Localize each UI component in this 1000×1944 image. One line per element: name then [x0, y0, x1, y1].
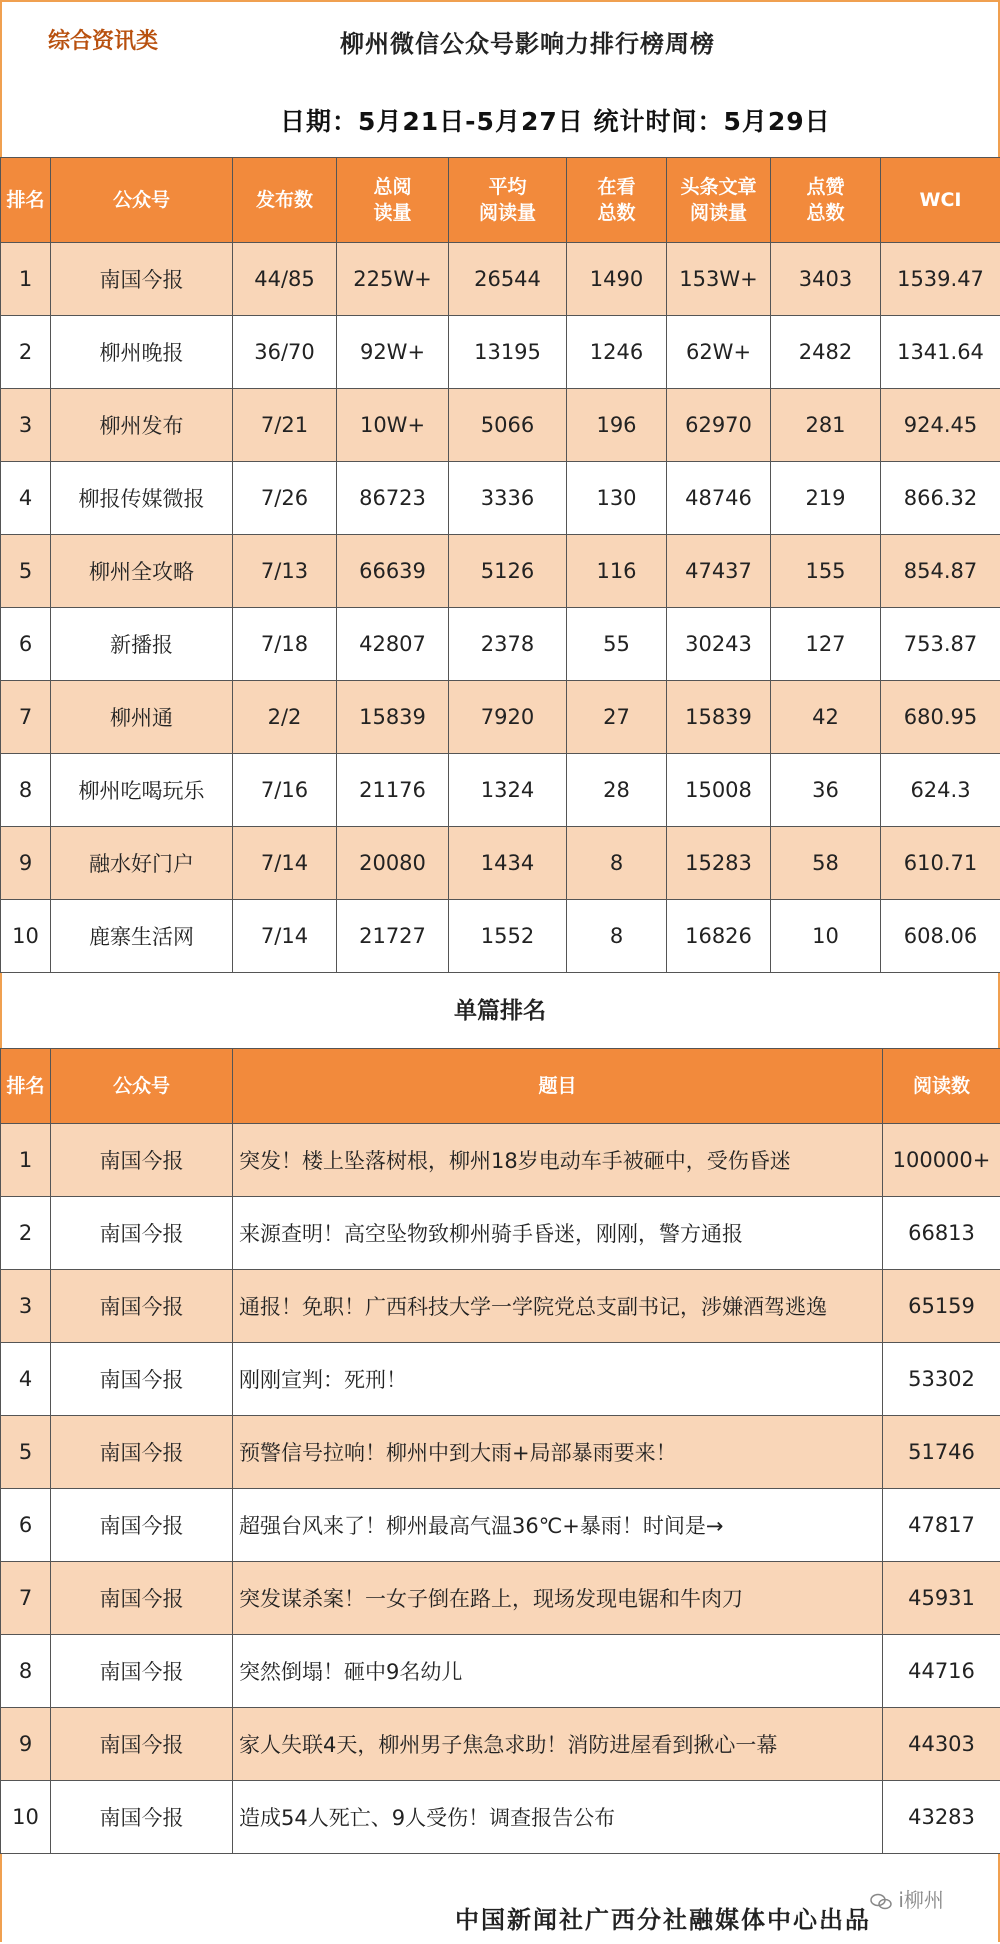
table-cell: 854.87 — [881, 535, 1000, 608]
table-cell: 7/13 — [233, 535, 337, 608]
table-cell: 62W+ — [667, 316, 771, 389]
table-cell: 1490 — [567, 243, 667, 316]
category-label: 综合资讯类 — [48, 29, 159, 54]
table-cell: 南国今报 — [51, 1270, 233, 1343]
table-cell: 鹿寨生活网 — [51, 900, 233, 973]
table-row — [1, 1708, 1000, 1781]
column-header: 排名 — [1, 1049, 51, 1124]
table-cell: 47817 — [883, 1489, 1000, 1562]
wechat-icon — [870, 1893, 892, 1911]
table-cell: 超强台风来了！柳州最高气温36℃+暴雨！时间是→ — [233, 1489, 883, 1562]
table-cell: 1539.47 — [881, 243, 1000, 316]
table-cell: 突发！楼上坠落树根，柳州18岁电动车手被砸中，受伤昏迷 — [233, 1124, 883, 1197]
table-cell: 30243 — [667, 608, 771, 681]
table-cell: 866.32 — [881, 462, 1000, 535]
column-header: 阅读数 — [883, 1049, 1000, 1124]
table-cell: 预警信号拉响！柳州中到大雨+局部暴雨要来！ — [233, 1416, 883, 1489]
table-cell: 南国今报 — [51, 1197, 233, 1270]
column-header: 发布数 — [233, 158, 337, 243]
table-cell: 15283 — [667, 827, 771, 900]
table-cell: 7/14 — [233, 827, 337, 900]
table-cell: 柳州全攻略 — [51, 535, 233, 608]
table-row — [1, 389, 1000, 462]
table-cell: 66813 — [883, 1197, 1000, 1270]
table-cell: 15839 — [337, 681, 449, 754]
table-header-row — [1, 158, 1000, 243]
table-cell: 刚刚宣判：死刑！ — [233, 1343, 883, 1416]
table-cell: 8 — [567, 900, 667, 973]
table-row — [1, 1781, 1000, 1854]
table-cell: 融水好门户 — [51, 827, 233, 900]
table-cell: 116 — [567, 535, 667, 608]
table-cell: 8 — [1, 1635, 51, 1708]
table-cell: 44303 — [883, 1708, 1000, 1781]
article-ranking-table — [0, 1048, 1000, 1854]
table-cell: 610.71 — [881, 827, 1000, 900]
table-cell: 15008 — [667, 754, 771, 827]
table-cell: 突发谋杀案！一女子倒在路上，现场发现电锯和牛肉刀 — [233, 1562, 883, 1635]
table-cell: 4 — [1, 462, 51, 535]
table-row — [1, 1343, 1000, 1416]
table-cell: 1246 — [567, 316, 667, 389]
table-cell: 55 — [567, 608, 667, 681]
table-cell: 21176 — [337, 754, 449, 827]
table-cell: 100000+ — [883, 1124, 1000, 1197]
table-cell: 65159 — [883, 1270, 1000, 1343]
table-cell: 3403 — [771, 243, 881, 316]
table-row — [1, 1270, 1000, 1343]
table-cell: 柳州吃喝玩乐 — [51, 754, 233, 827]
column-header: 题目 — [233, 1049, 883, 1124]
table-cell: 南国今报 — [51, 1781, 233, 1854]
table-cell: 7/26 — [233, 462, 337, 535]
table-cell: 9 — [1, 1708, 51, 1781]
column-header: 公众号 — [51, 1049, 233, 1124]
table-row — [1, 827, 1000, 900]
date-subtitle: 日期：5月21日-5月27日 统计时间：5月29日 — [280, 107, 831, 136]
table-cell: 5126 — [449, 535, 567, 608]
table-row — [1, 1124, 1000, 1197]
table-cell: 8 — [567, 827, 667, 900]
table-cell: 20080 — [337, 827, 449, 900]
table-cell: 42 — [771, 681, 881, 754]
table-cell: 1434 — [449, 827, 567, 900]
table-cell: 10 — [1, 900, 51, 973]
table-cell: 7/14 — [233, 900, 337, 973]
table-cell: 5 — [1, 535, 51, 608]
table-cell: 15839 — [667, 681, 771, 754]
table-row — [1, 316, 1000, 389]
table-row — [1, 1197, 1000, 1270]
table-cell: 2 — [1, 1197, 51, 1270]
column-header: 公众号 — [51, 158, 233, 243]
table-cell: 突然倒塌！砸中9名幼儿 — [233, 1635, 883, 1708]
table-cell: 624.3 — [881, 754, 1000, 827]
table-row — [1, 535, 1000, 608]
table-cell: 16826 — [667, 900, 771, 973]
table-cell: 47437 — [667, 535, 771, 608]
table-cell: 48746 — [667, 462, 771, 535]
table-cell: 281 — [771, 389, 881, 462]
table-cell: 南国今报 — [51, 1635, 233, 1708]
table-cell: 1 — [1, 243, 51, 316]
table-cell: 26544 — [449, 243, 567, 316]
table-cell: 45931 — [883, 1562, 1000, 1635]
table-cell: 130 — [567, 462, 667, 535]
table-cell: 1552 — [449, 900, 567, 973]
table-cell: 柳州发布 — [51, 389, 233, 462]
table-cell: 新播报 — [51, 608, 233, 681]
table-cell: 2 — [1, 316, 51, 389]
table-row — [1, 608, 1000, 681]
table-cell: 家人失联4天，柳州男子焦急求助！消防进屋看到揪心一幕 — [233, 1708, 883, 1781]
table-cell: 36/70 — [233, 316, 337, 389]
table-row — [1, 1489, 1000, 1562]
table-cell: 155 — [771, 535, 881, 608]
page-title: 柳州微信公众号影响力排行榜周榜 — [340, 30, 715, 58]
table-cell: 753.87 — [881, 608, 1000, 681]
table-cell: 7 — [1, 1562, 51, 1635]
table-cell: 造成54人死亡、9人受伤！调查报告公布 — [233, 1781, 883, 1854]
table-cell: 225W+ — [337, 243, 449, 316]
table-cell: 10 — [1, 1781, 51, 1854]
table-cell: 7 — [1, 681, 51, 754]
table-cell: 通报！免职！广西科技大学一学院党总支副书记，涉嫌酒驾逃逸 — [233, 1270, 883, 1343]
table-cell: 3336 — [449, 462, 567, 535]
table-row — [1, 1635, 1000, 1708]
table-cell: 7/16 — [233, 754, 337, 827]
weekly-ranking-table — [0, 157, 1000, 973]
section-title: 单篇排名 — [454, 998, 546, 1024]
table-cell: 5066 — [449, 389, 567, 462]
table-cell: 柳州通 — [51, 681, 233, 754]
column-header: 在看 总数 — [567, 158, 667, 243]
table-row — [1, 243, 1000, 316]
table-cell: 53302 — [883, 1343, 1000, 1416]
table-cell: 2/2 — [233, 681, 337, 754]
table-cell: 7/18 — [233, 608, 337, 681]
table-cell: 南国今报 — [51, 1416, 233, 1489]
table-row — [1, 754, 1000, 827]
table-cell: 13195 — [449, 316, 567, 389]
table-cell: 153W+ — [667, 243, 771, 316]
table-cell: 南国今报 — [51, 1489, 233, 1562]
table-cell: 608.06 — [881, 900, 1000, 973]
table-header-row — [1, 1049, 1000, 1124]
column-header: WCI — [881, 158, 1000, 243]
table-row — [1, 900, 1000, 973]
table-cell: 6 — [1, 608, 51, 681]
table-row — [1, 1562, 1000, 1635]
table-cell: 柳报传媒微报 — [51, 462, 233, 535]
table-cell: 南国今报 — [51, 1343, 233, 1416]
table-cell: 58 — [771, 827, 881, 900]
column-header: 总阅 读量 — [337, 158, 449, 243]
table-cell: 7/21 — [233, 389, 337, 462]
table-cell: 43283 — [883, 1781, 1000, 1854]
table-cell: 1 — [1, 1124, 51, 1197]
column-header: 平均 阅读量 — [449, 158, 567, 243]
table-cell: 来源查明！高空坠物致柳州骑手昏迷，刚刚，警方通报 — [233, 1197, 883, 1270]
table-row — [1, 681, 1000, 754]
table-cell: 42807 — [337, 608, 449, 681]
table-cell: 680.95 — [881, 681, 1000, 754]
table-cell: 8 — [1, 754, 51, 827]
table-cell: 7920 — [449, 681, 567, 754]
table-cell: 924.45 — [881, 389, 1000, 462]
table-cell: 柳州晚报 — [51, 316, 233, 389]
table-cell: 9 — [1, 827, 51, 900]
table-cell: 127 — [771, 608, 881, 681]
table-cell: 5 — [1, 1416, 51, 1489]
table-cell: 1341.64 — [881, 316, 1000, 389]
column-header: 点赞 总数 — [771, 158, 881, 243]
table-cell: 10W+ — [337, 389, 449, 462]
table-cell: 196 — [567, 389, 667, 462]
table-cell: 2482 — [771, 316, 881, 389]
table-cell: 92W+ — [337, 316, 449, 389]
table-cell: 6 — [1, 1489, 51, 1562]
table-cell: 3 — [1, 389, 51, 462]
table-cell: 南国今报 — [51, 1124, 233, 1197]
footer-credit: 中国新闻社广西分社融媒体中心出品 — [455, 1905, 871, 1934]
table-cell: 66639 — [337, 535, 449, 608]
column-header: 头条文章 阅读量 — [667, 158, 771, 243]
table-cell: 27 — [567, 681, 667, 754]
table-cell: 21727 — [337, 900, 449, 973]
table-cell: 28 — [567, 754, 667, 827]
table-row — [1, 1416, 1000, 1489]
table-row — [1, 462, 1000, 535]
table-cell: 3 — [1, 1270, 51, 1343]
table-cell: 南国今报 — [51, 1562, 233, 1635]
table-cell: 1324 — [449, 754, 567, 827]
table-cell: 44/85 — [233, 243, 337, 316]
watermark — [870, 1884, 944, 1913]
table-cell: 62970 — [667, 389, 771, 462]
table-cell: 南国今报 — [51, 243, 233, 316]
table-cell: 4 — [1, 1343, 51, 1416]
table-cell: 2378 — [449, 608, 567, 681]
watermark-text: i柳州 — [898, 1888, 944, 1912]
table-cell: 10 — [771, 900, 881, 973]
table-cell: 219 — [771, 462, 881, 535]
table-cell: 51746 — [883, 1416, 1000, 1489]
table-cell: 44716 — [883, 1635, 1000, 1708]
table-cell: 36 — [771, 754, 881, 827]
table-cell: 86723 — [337, 462, 449, 535]
column-header: 排名 — [1, 158, 51, 243]
table-cell: 南国今报 — [51, 1708, 233, 1781]
